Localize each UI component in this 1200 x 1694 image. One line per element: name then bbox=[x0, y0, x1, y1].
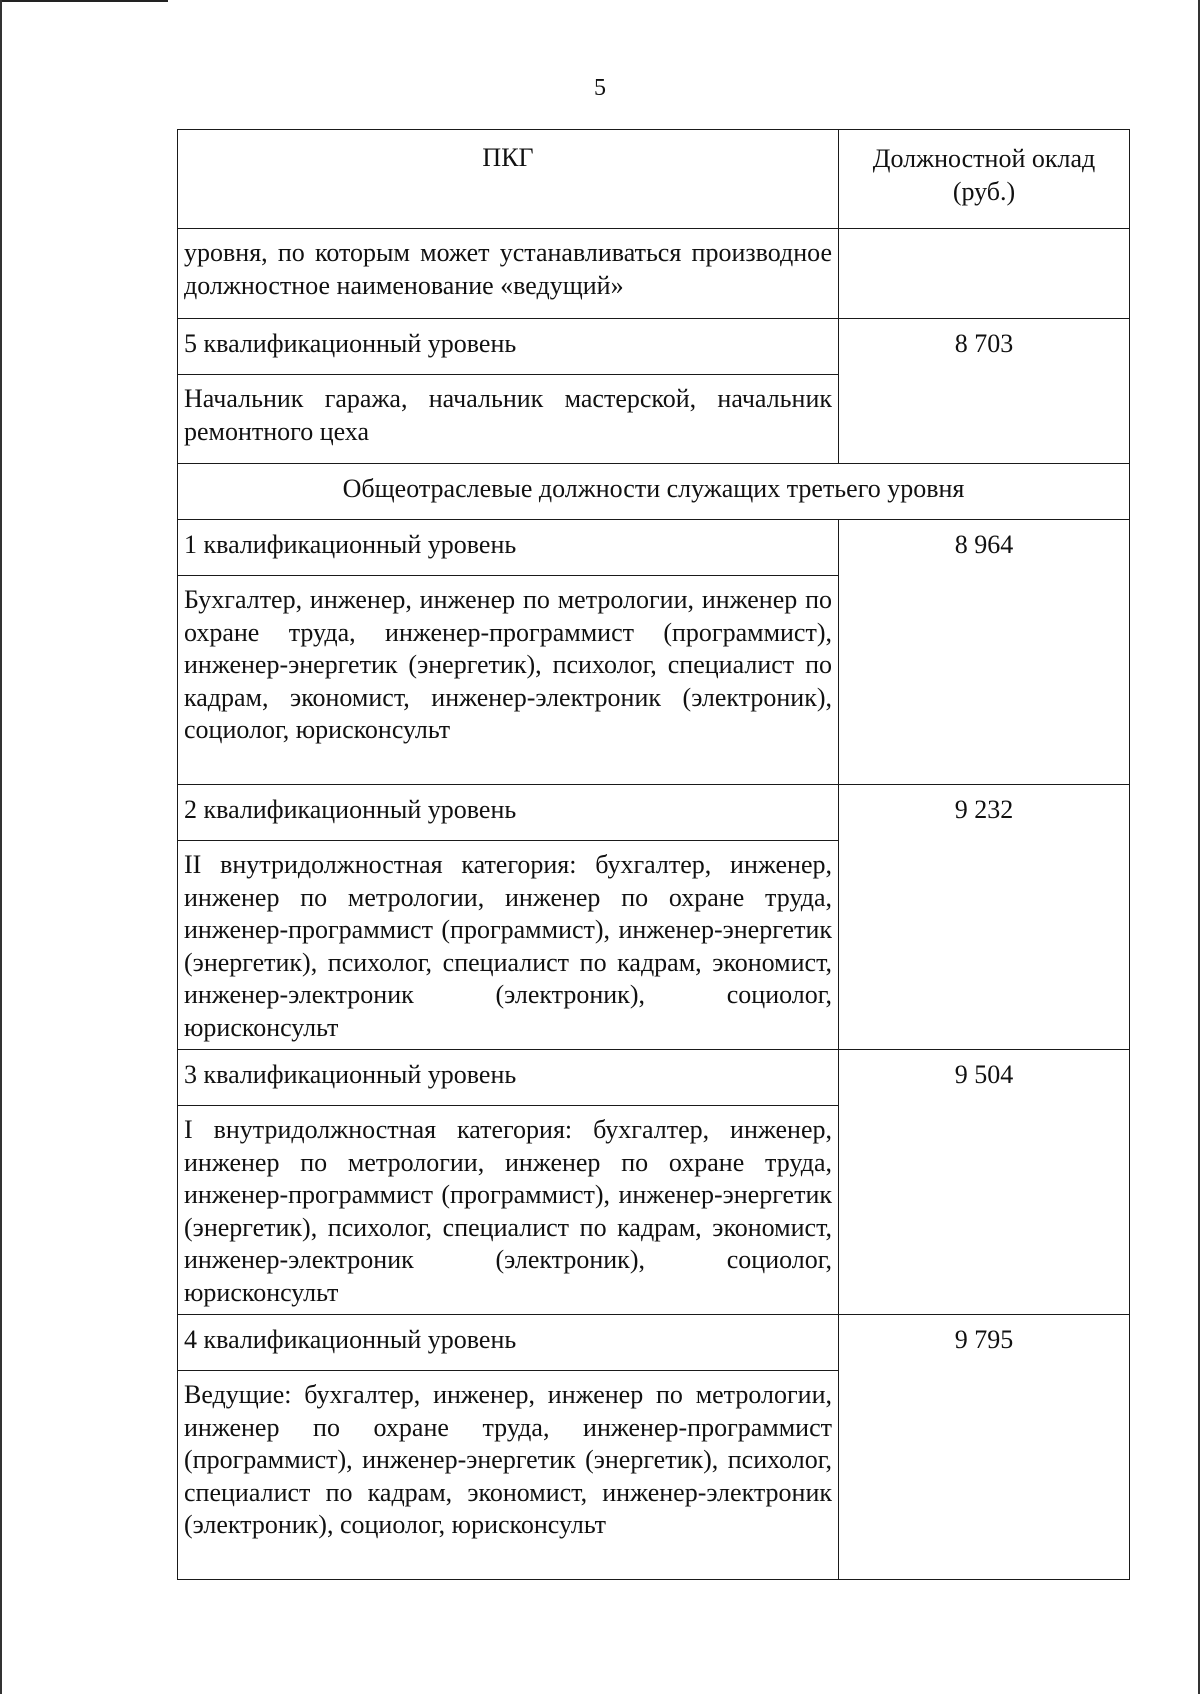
scan-edge-mark bbox=[0, 0, 168, 2]
table-row bbox=[178, 520, 1130, 576]
continuation-text: уровня, по которым может устанавливаться производное должностное наименование «ведущий» bbox=[178, 229, 839, 319]
level-label: 4 квалификационный уровень bbox=[178, 1315, 839, 1371]
scan-left-border bbox=[0, 0, 2, 1694]
level-amount: 8 703 bbox=[839, 319, 1130, 464]
table-row bbox=[178, 229, 1130, 319]
level-amount: 9 232 bbox=[839, 785, 1130, 1050]
table-row bbox=[178, 319, 1130, 375]
continuation-amount bbox=[839, 229, 1130, 319]
level-amount: 9 795 bbox=[839, 1315, 1130, 1580]
table-row bbox=[178, 785, 1130, 841]
level-label: 2 квалификационный уровень bbox=[178, 785, 839, 841]
level-label: 3 квалификационный уровень bbox=[178, 1050, 839, 1106]
level-amount: 9 504 bbox=[839, 1050, 1130, 1315]
level-description: I внутридолжностная категория: бухгалтер, инженер, инженер по метрологии, инженер по охране труда, инженер-программист (программист), инженер-энергетик (энергетик), психолог, специалист по кадрам, экономист, инженер-электроник (электроник), социолог, юрисконсульт bbox=[178, 1106, 839, 1315]
level-amount: 8 964 bbox=[839, 520, 1130, 785]
table-row bbox=[178, 1050, 1130, 1106]
page-number: 5 bbox=[594, 75, 606, 101]
level-description: II внутридолжностная категория: бухгалтер, инженер, инженер по метрологии, инженер по охране труда, инженер-программист (программист), инженер-энергетик (энергетик), психолог, специалист по кадрам, экономист, инженер-электроник (электроник), социолог, юрисконсульт bbox=[178, 841, 839, 1050]
table-row bbox=[178, 1315, 1130, 1371]
section-row bbox=[178, 464, 1130, 520]
section-title: Общеотраслевые должности служащих третьего уровня bbox=[178, 464, 1130, 520]
salary-table bbox=[177, 129, 1130, 1580]
level-label: 1 квалификационный уровень bbox=[178, 520, 839, 576]
header-salary: Должностной оклад (руб.) bbox=[839, 130, 1130, 229]
table-header-row bbox=[178, 130, 1130, 229]
level-description: Бухгалтер, инженер, инженер по метрологии, инженер по охране труда, инженер-программист (программист), инженер-энергетик (энергетик), психолог, специалист по кадрам, экономист, инженер-электроник (электроник), социолог, юрисконсульт bbox=[178, 576, 839, 785]
level-label: 5 квалификационный уровень bbox=[178, 319, 839, 375]
header-pkg: ПКГ bbox=[178, 130, 839, 229]
level-description: Начальник гаража, начальник мастерской, начальник ремонтного цеха bbox=[178, 375, 839, 464]
level-description: Ведущие: бухгалтер, инженер, инженер по метрологии, инженер по охране труда, инженер-программист (программист), инженер-энергетик (энергетик), психолог, специалист по кадрам, экономист, инженер-электроник (электроник), социолог, юрисконсульт bbox=[178, 1371, 839, 1580]
